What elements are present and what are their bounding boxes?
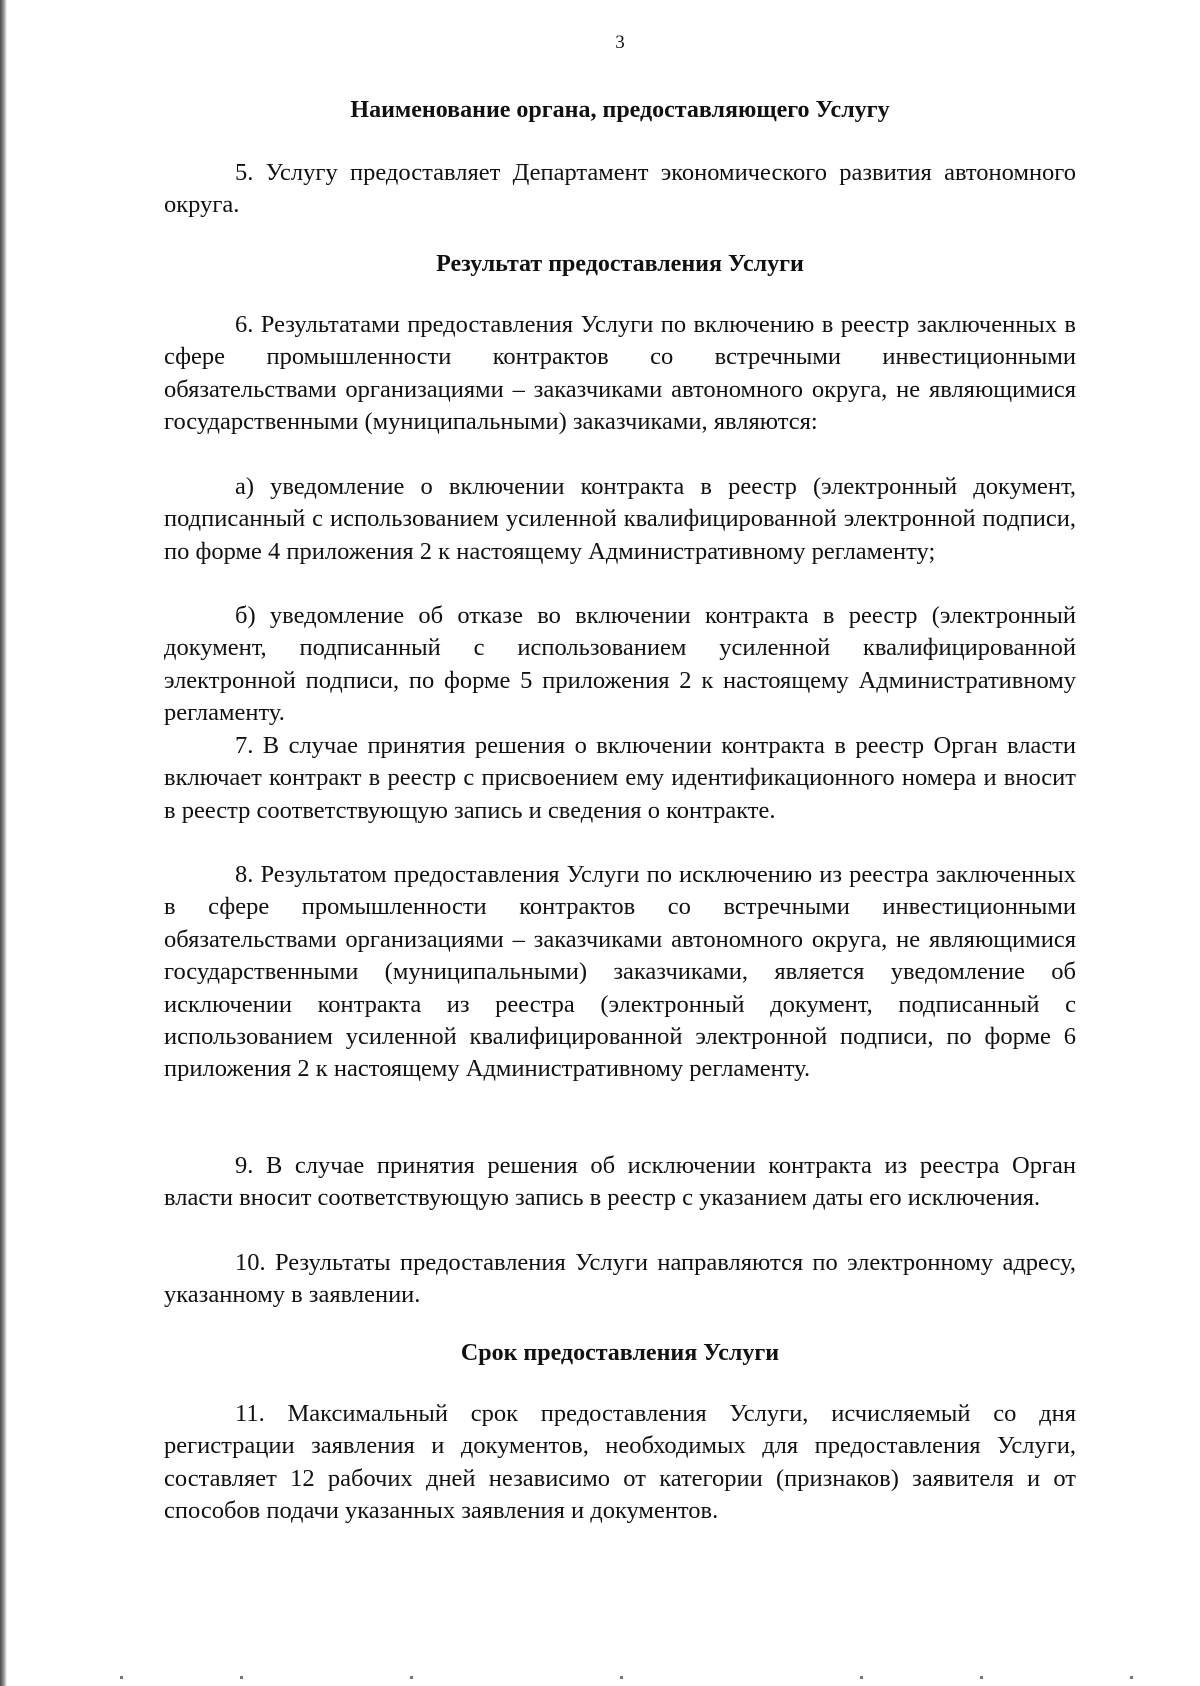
paragraph-8: 8. Результатом предоставления Услуги по исключению из реестра заключенных в сфере промышленности контрактов со встречными инвестиционными обязательствами организациями – заказчиками автономного округа, не являющимися государственными (муниципальными) заказчиками, является уведомление об исключении контракта из реестра (электронный документ, подписанный с использованием усиленной квалифицированной электронной подписи, по форме 6 приложения 2 к настоящему Административному регламенту. (164, 861, 1076, 1083)
page-number: 3 (615, 32, 625, 53)
paragraph-6b: б) уведомление об отказе во включении контракта в реестр (электронный документ, подписанный с использованием усиленной квалифицированной электронной подписи, по форме 5 приложения 2 к настоящему Административному регламенту. (164, 602, 1076, 727)
paragraph-6: 6. Результатами предоставления Услуги по включению в реестр заключенных в сфере промышленности контрактов со встречными инвестиционными обязательствами организациями – заказчиками автономного округа, не являющимися государственными (муниципальными) заказчиками, являются: (164, 311, 1076, 436)
scan-bottom-marks (100, 1676, 1160, 1680)
section-title-term: Срок предоставления Услуги (460, 1340, 780, 1366)
paragraph-10: 10. Результаты предоставления Услуги направляются по электронному адресу, указанному в заявлении. (164, 1249, 1076, 1309)
paragraph-5: 5. Услугу предоставляет Департамент экономического развития автономного округа. (164, 159, 1076, 219)
paragraph-7: 7. В случае принятия решения о включении контракта в реестр Орган власти включает контракт в реестр с присвоением ему идентификационного номера и вносит в реестр соответствующую запись и сведения о контракте. (164, 732, 1076, 824)
paragraph-6a: а) уведомление о включении контракта в реестр (электронный документ, подписанный с использованием усиленной квалифицированной электронной подписи, по форме 4 приложения 2 к настоящему Административному регламенту; (164, 473, 1076, 565)
section-title-result: Результат предоставления Услуги (436, 251, 804, 277)
scan-edge (0, 0, 7, 1686)
section-title-organ: Наименование органа, предоставляющего Услугу (350, 97, 890, 123)
paragraph-11: 11. Максимальный срок предоставления Услуги, исчисляемый со дня регистрации заявления и документов, необходимых для предоставления Услуги, составляет 12 рабочих дней независимо от категории (признаков) заявителя и от способов подачи указанных заявления и документов. (164, 1400, 1076, 1525)
paragraph-9: 9. В случае принятия решения об исключении контракта из реестра Орган власти вносит соответствующую запись в реестр с указанием даты его исключения. (164, 1152, 1076, 1212)
